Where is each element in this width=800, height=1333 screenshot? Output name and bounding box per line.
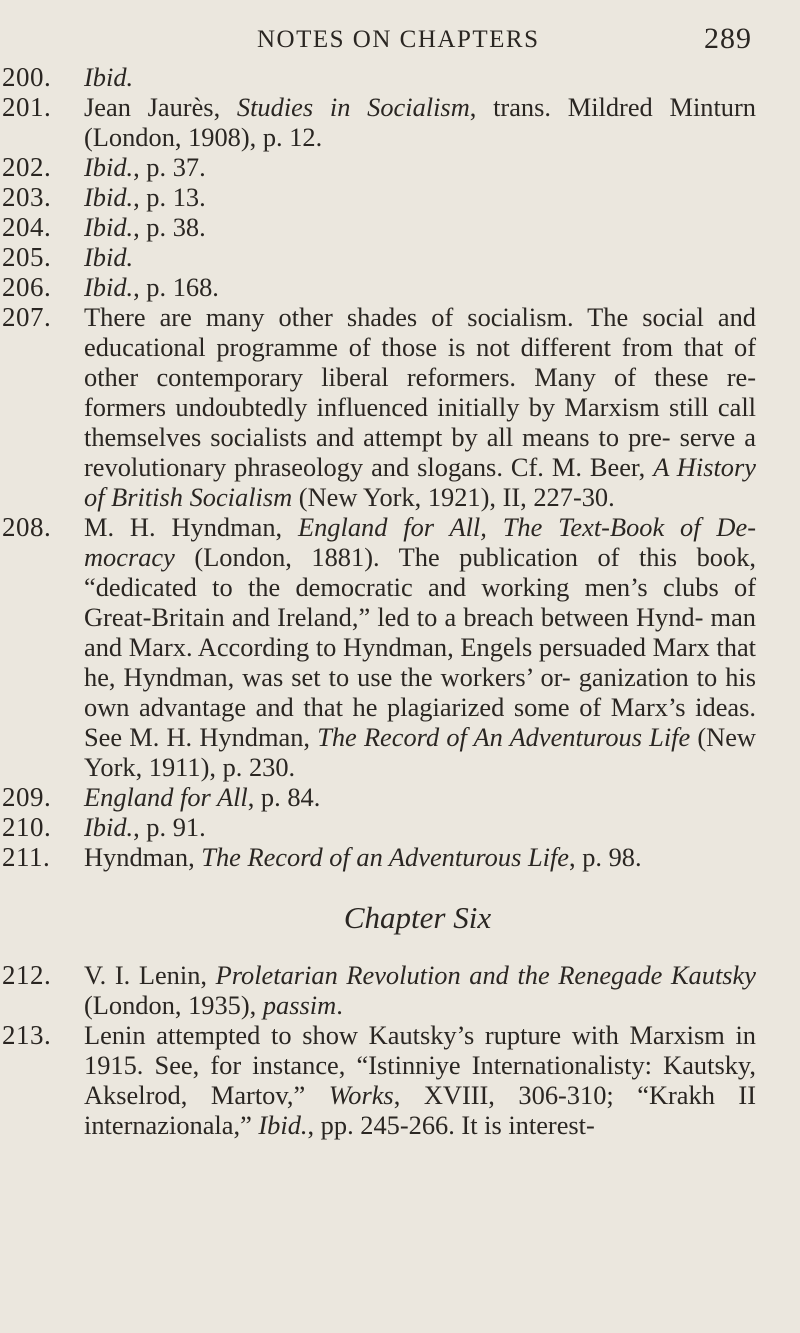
note-text-italic: Studies in Socialism bbox=[236, 92, 470, 122]
note-text-run: , p. 38. bbox=[133, 212, 206, 242]
note-number: 207. bbox=[2, 302, 52, 332]
note-text-italic: Ibid. bbox=[84, 182, 134, 212]
note-text-run: , p. 168. bbox=[133, 272, 219, 302]
note-text bbox=[84, 842, 756, 872]
note-number: 206. bbox=[2, 272, 52, 302]
note-number: 204. bbox=[2, 212, 52, 242]
note-text bbox=[84, 960, 756, 1020]
note-number: 208. bbox=[2, 512, 52, 542]
note-entry bbox=[0, 302, 800, 512]
note-number: 209. bbox=[2, 782, 52, 812]
note-text-run: (London, 1935), bbox=[84, 990, 263, 1020]
note-text bbox=[84, 782, 756, 812]
note-entry bbox=[0, 62, 800, 92]
note-text-run: , p. 84. bbox=[247, 782, 321, 812]
chapter-heading: Chapter Six bbox=[343, 900, 492, 935]
note-text-italic: Proletarian Revolution and the Renegade Kautsky bbox=[215, 960, 756, 990]
notes-chapter-five bbox=[0, 62, 800, 872]
note-text-run: There are many other shades of socialism. The social and educational programme of those is not different from that of other contemporary liberal reformers. Many of these re- formers undoubtedly influenced initially by Marxism still call themselves socialists and attempt by all means to pre- serve a revolutionary phraseology and slogans. Cf. M. Beer, bbox=[84, 302, 756, 482]
note-text-italic: Ibid. bbox=[84, 62, 134, 92]
note-text bbox=[84, 212, 756, 242]
note-number: 212. bbox=[2, 960, 52, 990]
note-number: 200. bbox=[2, 62, 52, 92]
note-number: 202. bbox=[2, 152, 52, 182]
note-text bbox=[84, 182, 756, 212]
note-text-run: , pp. 245-266. It is interest- bbox=[307, 1110, 595, 1140]
note-text-run: Lenin attempted to show Kautsky’s rupture with Marxism in 1915. See, for instance, “Istinniye Internationalisty: Kautsky, Akselrod, Martov,” bbox=[84, 1020, 756, 1110]
notes-chapter-six bbox=[0, 960, 800, 1140]
note-text-italic: The Record of An Adventurous Life bbox=[317, 722, 691, 752]
note-text bbox=[84, 512, 756, 782]
note-text-run: (London, 1881). The publication of this book, “dedicated to the democratic and working men’s clubs of Great-Britain and Ireland,” led to a breach between Hynd- man and Marx. According to Hyndman, Engels persuaded Marx that he, Hyndman, was set to use the workers’ or- ganization to his own advantage and that he plagiarized some of Marx’s ideas. See M. H. Hyndman, bbox=[84, 542, 756, 752]
note-entry bbox=[0, 92, 800, 152]
note-number: 213. bbox=[2, 1020, 52, 1050]
note-text-run: , p. 98. bbox=[569, 842, 642, 872]
page-header bbox=[0, 22, 800, 58]
note-entry bbox=[0, 212, 800, 242]
note-text-italic: Ibid. bbox=[258, 1110, 308, 1140]
note-text-italic: England for All bbox=[84, 782, 248, 812]
note-number: 205. bbox=[2, 242, 52, 272]
note-entry bbox=[0, 272, 800, 302]
note-entry bbox=[0, 842, 800, 872]
note-number: 201. bbox=[2, 92, 52, 122]
note-text-run: V. I. Lenin, bbox=[84, 960, 216, 990]
note-text bbox=[84, 1020, 756, 1140]
note-text-italic: Works bbox=[328, 1080, 394, 1110]
note-entry bbox=[0, 152, 800, 182]
note-text-italic: Ibid. bbox=[84, 272, 134, 302]
note-entry bbox=[0, 1020, 800, 1140]
note-text-run: Hyndman, bbox=[84, 842, 202, 872]
note-text-run: , p. 91. bbox=[133, 812, 206, 842]
note-number: 211. bbox=[2, 842, 51, 872]
note-text-italic: England for All, The Text-Book of De- mocracy bbox=[84, 512, 756, 572]
note-text bbox=[84, 302, 756, 512]
note-text-italic: Ibid. bbox=[84, 212, 134, 242]
note-text-run: , XVIII, 306-310; “Krakh II internazionala,” bbox=[84, 1080, 757, 1140]
note-text-run: . bbox=[336, 990, 343, 1020]
note-text bbox=[84, 272, 756, 302]
note-text-run: Jean Jaurès, bbox=[84, 92, 237, 122]
note-text-italic: The Record of an Adventurous Life bbox=[201, 842, 569, 872]
note-text-italic: passim bbox=[262, 990, 337, 1020]
note-text bbox=[84, 152, 756, 182]
notes-list bbox=[0, 62, 800, 1140]
note-number: 210. bbox=[2, 812, 52, 842]
note-text bbox=[84, 242, 756, 272]
note-text-run: , trans. Mildred Minturn (London, 1908), p. 12. bbox=[84, 92, 756, 152]
note-text-run: (New York, 1911), p. 230. bbox=[84, 722, 756, 782]
note-text-run: (New York, 1921), II, 227-30. bbox=[292, 482, 615, 512]
note-text-italic: Ibid. bbox=[84, 152, 134, 182]
page-number: 289 bbox=[704, 22, 752, 55]
note-entry bbox=[0, 812, 800, 842]
note-entry bbox=[0, 782, 800, 812]
running-head: NOTES ON CHAPTERS bbox=[257, 26, 540, 53]
note-text-italic: Ibid. bbox=[84, 812, 134, 842]
note-text-italic: Ibid. bbox=[84, 242, 134, 272]
note-number: 203. bbox=[2, 182, 52, 212]
note-text bbox=[84, 812, 756, 842]
note-text bbox=[84, 92, 756, 152]
note-entry bbox=[0, 512, 800, 782]
note-entry bbox=[0, 960, 800, 1020]
note-entry bbox=[0, 182, 800, 212]
note-entry bbox=[0, 242, 800, 272]
note-text-run: M. H. Hyndman, bbox=[84, 512, 298, 542]
note-text bbox=[84, 62, 756, 92]
note-text-run: , p. 37. bbox=[133, 152, 206, 182]
note-text-run: , p. 13. bbox=[133, 182, 206, 212]
note-text-italic: A History of British Socialism bbox=[84, 452, 756, 512]
